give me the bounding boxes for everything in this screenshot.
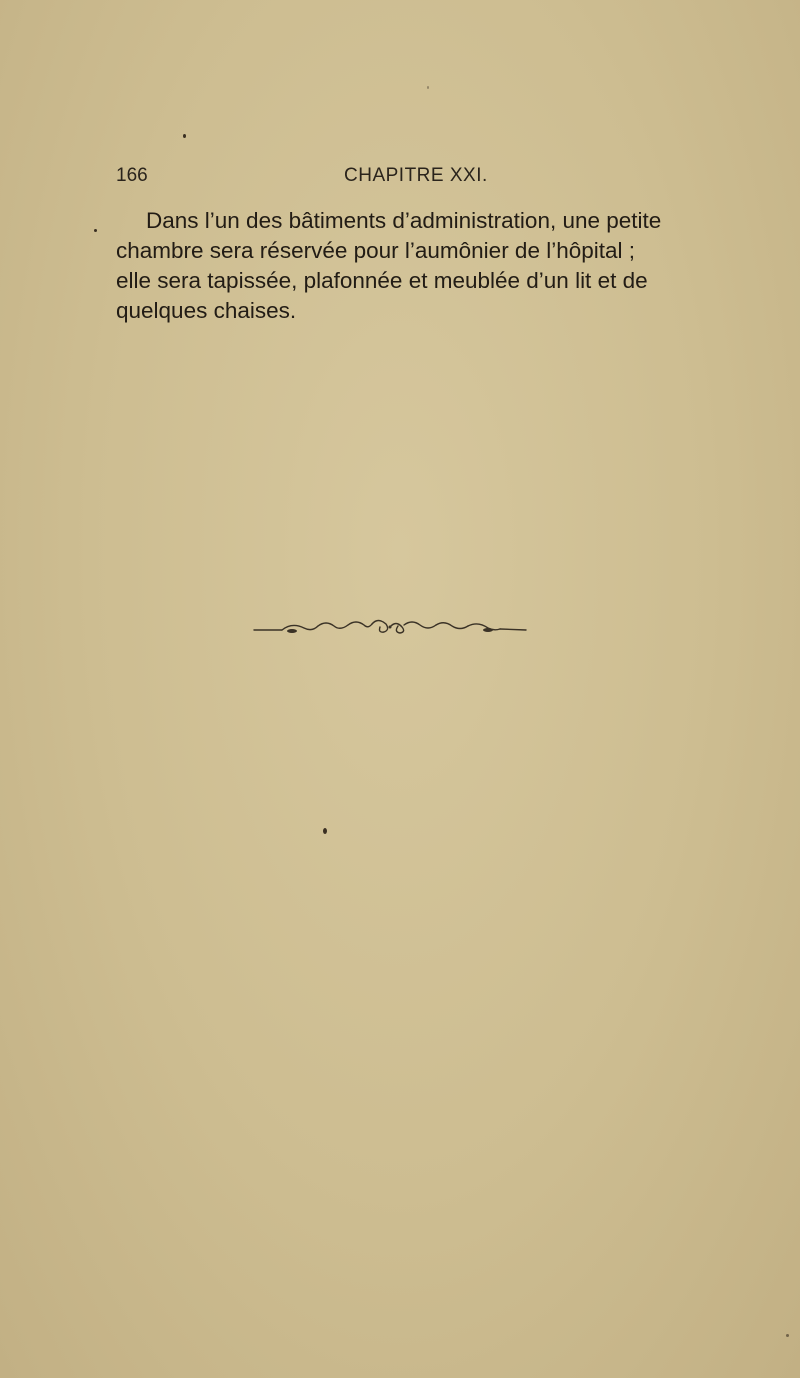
page-header bbox=[116, 165, 716, 195]
text-line: Dans l’un des bâtiments d’administration, une petite bbox=[146, 208, 662, 233]
paper-speck bbox=[94, 229, 97, 232]
page-number: 166 bbox=[116, 165, 148, 186]
show-through-texture bbox=[110, 390, 750, 420]
paper-speck bbox=[786, 1334, 789, 1337]
text-line: quelques chaises. bbox=[116, 298, 297, 323]
running-head: CHAPITRE XXI. bbox=[344, 165, 488, 186]
paper-speck bbox=[323, 828, 327, 834]
paper-speck bbox=[427, 86, 429, 89]
paper-speck bbox=[183, 134, 186, 138]
decorative-tailpiece-icon bbox=[252, 618, 528, 636]
body-paragraph bbox=[116, 206, 736, 326]
text-line: chambre sera réservée pour l’aumônier de l’hôpital ; bbox=[116, 238, 636, 263]
text-line: elle sera tapissée, plafonnée et meublée d’un lit et de bbox=[116, 268, 648, 293]
